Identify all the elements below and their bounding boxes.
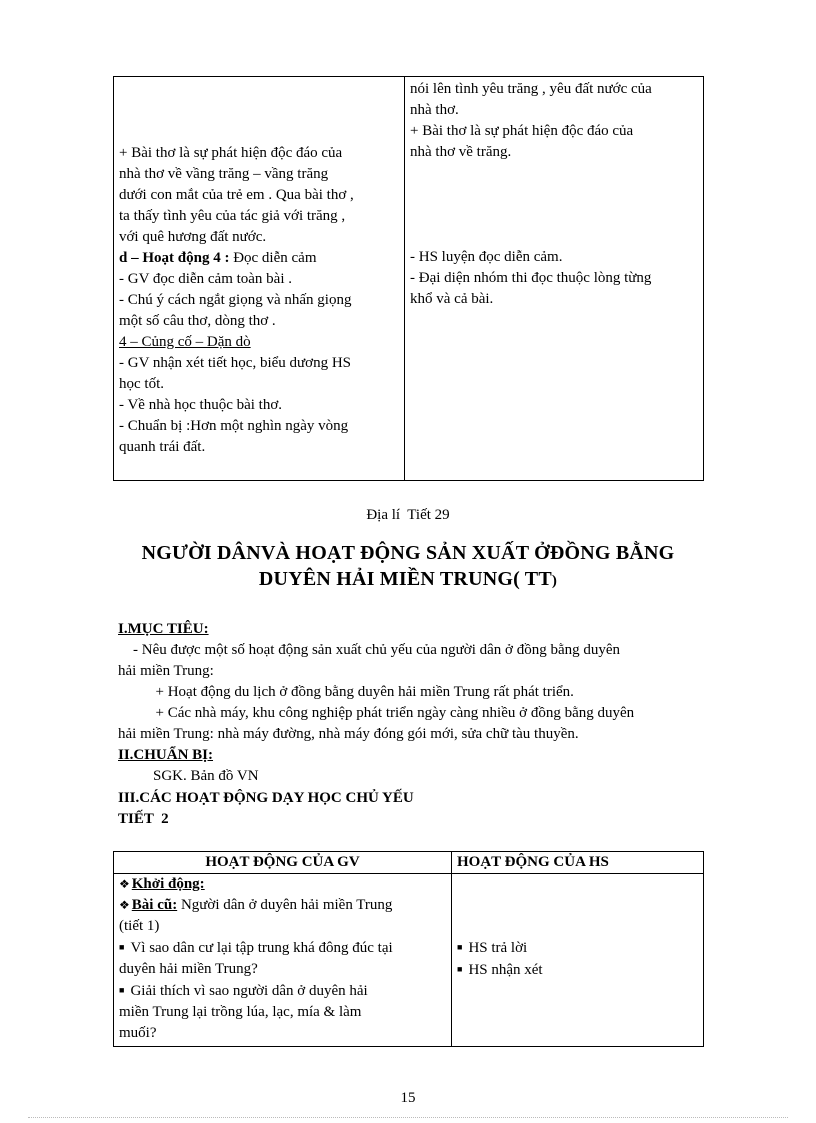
objective-line: hải miền Trung: bbox=[118, 663, 214, 679]
text-line: nhà thơ về vầng trăng – vầng trăng bbox=[119, 166, 329, 182]
diamond-bullet-icon: ❖ bbox=[119, 877, 130, 891]
square-bullet-icon: ■ bbox=[457, 964, 463, 974]
header-student-label: HOẠT ĐỘNG CỦA HS bbox=[457, 854, 609, 870]
student-item bbox=[457, 959, 698, 981]
question-2-text: Giải thích vì sao người dân ở duyên hải bbox=[130, 983, 368, 999]
question-1-row bbox=[119, 937, 446, 959]
text-line: học tốt. bbox=[119, 376, 164, 392]
question-1-text: Vì sao dân cư lại tập trung khá đông đúc tại bbox=[130, 940, 393, 956]
question-2-cont: muối? bbox=[119, 1025, 157, 1041]
question-2-cont: miền Trung lại trồng lúa, lạc, mía & làm bbox=[119, 1004, 362, 1020]
text-line: nhà thơ. bbox=[410, 102, 459, 118]
activity-4-text: Đọc diễn cảm bbox=[229, 250, 317, 266]
square-bullet-icon: ■ bbox=[119, 942, 125, 952]
objective-line: - Nêu được một số hoạt động sản xuất chủ yếu của người dân ở đồng bằng duyên bbox=[118, 642, 621, 658]
student-item-text: HS nhận xét bbox=[468, 962, 543, 978]
activities-table bbox=[113, 851, 704, 1047]
text-line: một số câu thơ, dòng thơ . bbox=[119, 313, 276, 329]
preparation-text: SGK. Bản đồ VN bbox=[153, 768, 259, 784]
period-label: TIẾT 2 bbox=[118, 811, 169, 827]
section-preparation: II.CHUẨN BỊ: bbox=[118, 747, 214, 763]
teacher-activity-cell bbox=[114, 77, 405, 481]
text-line: nói lên tình yêu trăng , yêu đất nước của bbox=[410, 81, 652, 97]
spacer bbox=[410, 163, 698, 247]
objective-line: + Các nhà máy, khu công nghiệp phát triển ngày càng nhiều ở đồng bằng duyên bbox=[118, 705, 635, 721]
page-number: 15 bbox=[400, 1090, 416, 1106]
student-activity-cell bbox=[405, 77, 704, 481]
objective-line: + Hoạt động du lịch ở đồng bằng duyên hải miền Trung rất phát triển. bbox=[118, 684, 574, 700]
lesson-title-line-1: NGƯỜI DÂNVÀ HOẠT ĐỘNG SẢN XUẤT ỞĐỒNG BẰNG bbox=[141, 542, 675, 564]
student-item-text: HS trả lời bbox=[468, 940, 528, 956]
text-line: với quê hương đất nước. bbox=[119, 229, 267, 245]
text-line: - HS luyện đọc diễn cảm. bbox=[410, 249, 563, 265]
question-2-row bbox=[119, 980, 446, 1002]
student-activity-cell bbox=[452, 874, 704, 1047]
text-line: - Chuẩn bị :Hơn một nghìn ngày vòng bbox=[119, 418, 349, 434]
text-line: + Bài thơ là sự phát hiện độc đáo của bbox=[410, 123, 634, 139]
text-line: - GV đọc diễn cảm toàn bài . bbox=[119, 271, 293, 287]
text-line: khổ và cả bài. bbox=[410, 291, 494, 307]
teacher-activity-cell bbox=[114, 874, 452, 1047]
question-1-cont: duyên hải miền Trung? bbox=[119, 961, 258, 977]
lesson-title-line-2-row bbox=[0, 568, 816, 591]
text-line: nhà thơ về trăng. bbox=[410, 144, 512, 160]
objective-line: hải miền Trung: nhà máy đường, nhà máy đóng gói mới, sửa chữ tàu thuyền. bbox=[118, 726, 579, 742]
diamond-bullet-icon: ❖ bbox=[119, 898, 130, 912]
activity-4-heading bbox=[119, 248, 399, 269]
consolidation-heading: 4 – Củng cố – Dặn dò bbox=[119, 334, 251, 350]
header-teacher-activity bbox=[114, 852, 452, 874]
text-line: - Chú ý cách ngắt giọng và nhấn giọng bbox=[119, 292, 352, 308]
old-lesson-text-cont: (tiết 1) bbox=[119, 918, 160, 934]
text-line: ta thấy tình yêu của tác giả với trăng , bbox=[119, 208, 346, 224]
page-bottom-divider bbox=[28, 1117, 788, 1118]
text-line: - Đại diện nhóm thi đọc thuộc lòng từng bbox=[410, 270, 652, 286]
lesson-title-line-2: DUYÊN HẢI MIỀN TRUNG( TT bbox=[258, 568, 552, 590]
square-bullet-icon: ■ bbox=[457, 942, 463, 952]
old-lesson-row bbox=[119, 895, 446, 916]
student-item bbox=[457, 937, 698, 959]
text-line: dưới con mắt của trẻ em . Qua bài thơ , bbox=[119, 187, 354, 203]
square-bullet-icon: ■ bbox=[119, 985, 125, 995]
text-line: - Về nhà học thuộc bài thơ. bbox=[119, 397, 283, 413]
warmup-row bbox=[119, 874, 446, 895]
old-lesson-label: Bài cũ: bbox=[131, 897, 178, 913]
section-activities: III.CÁC HOẠT ĐỘNG DẠY HỌC CHỦ YẾU bbox=[118, 790, 414, 806]
lesson-title-line-2-end: ) bbox=[551, 573, 558, 589]
consolidation-heading-row bbox=[119, 332, 399, 353]
lesson-table-continued bbox=[113, 76, 704, 481]
objectives-block bbox=[118, 640, 634, 745]
text-line: quanh trái đất. bbox=[119, 439, 206, 455]
text-line: - GV nhận xét tiết học, biểu dương HS bbox=[119, 355, 352, 371]
header-teacher-label: HOẠT ĐỘNG CỦA GV bbox=[205, 854, 360, 870]
text-line: + Bài thơ là sự phát hiện độc đáo của bbox=[119, 145, 343, 161]
section-objectives: I.MỤC TIÊU: bbox=[118, 621, 209, 637]
activity-4-label: d – Hoạt động 4 : bbox=[119, 250, 230, 266]
subject-heading: Địa lí Tiết 29 bbox=[366, 507, 450, 523]
old-lesson-text: Người dân ở duyên hải miền Trung bbox=[177, 897, 393, 913]
warmup-label: Khởi động: bbox=[131, 876, 205, 892]
header-student-activity bbox=[452, 852, 704, 874]
